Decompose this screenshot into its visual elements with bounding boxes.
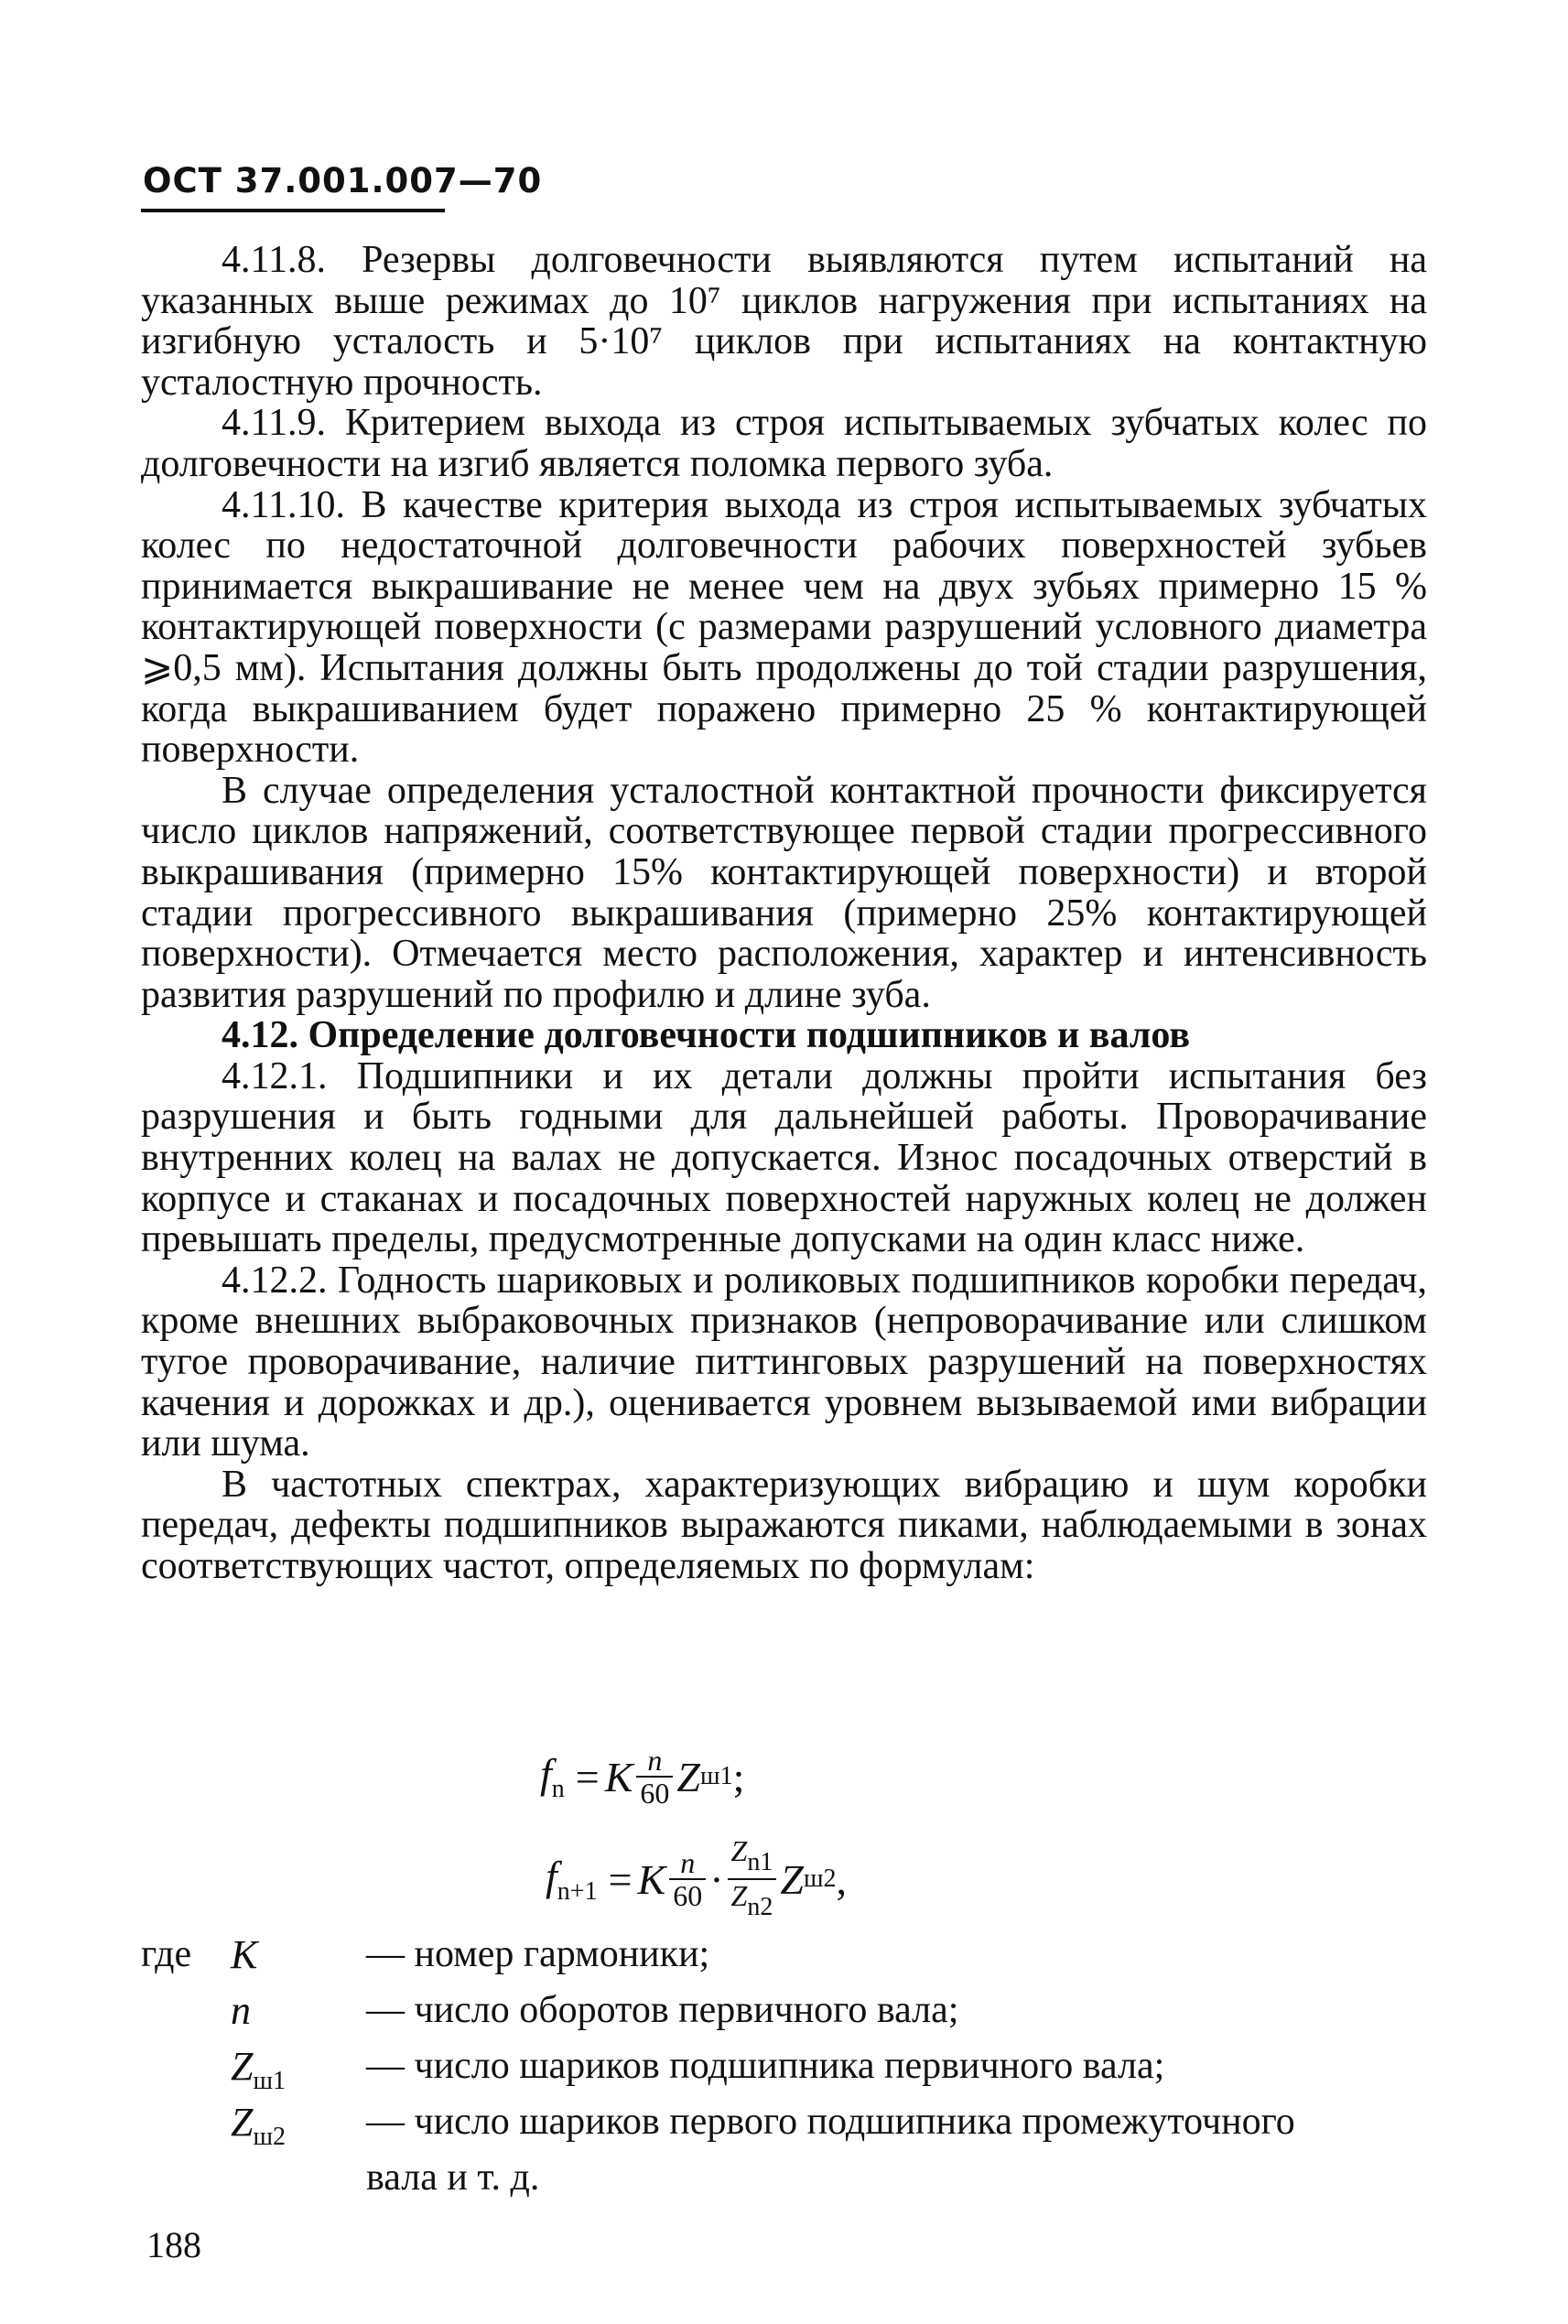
fraction-numerator: Z (730, 1834, 748, 1867)
equals-sign: = (608, 1855, 633, 1903)
legend-symbol-subscript: ш1 (253, 2067, 287, 2095)
fraction-numerator: n (680, 1846, 696, 1879)
paragraph-4-12-2: 4.12.2. Годность шариковых и роликовых подшипников коробки передач, кроме внешних выбраковочных признаков (непроворачивание или слишком тугое проворачивание, наличие питтинговых разрушений на поверхностях качения и дорожках и др.), оценивается уровнем вызываемой ими вибрации или шума. (141, 1259, 1427, 1465)
formula-symbol: f (546, 1853, 557, 1899)
paragraph-frequency-spectra: В частотных спектрах, характеризующих вибрацию и шум коробки передач, дефекты подшипников выражаются пиками, наблюдаемыми в зонах соответствующих частот, определяемых по формулам: (141, 1463, 1427, 1587)
legend-symbol: K (231, 1932, 258, 1977)
legend-symbol: n (231, 1988, 251, 2033)
paragraph-contact-strength: В случае определения усталостной контактной прочности фиксируется число циклов напряжений, соответствующее первой стадии прогрессивного выкрашивания (примерно 15% контактирующей поверхности) и второй стадии прогрессивного выкрашивания (примерно 25% контактирующей поверхности). Отмечается место расположения, характер и интенсивность развития разрушений по профилю и длине зуба. (141, 769, 1427, 1016)
fraction (636, 1745, 673, 1809)
legend-description: — номер гармоники; (366, 1933, 710, 1975)
formula-subscript: n1 (747, 1848, 773, 1876)
legend-symbol: Z (231, 2044, 254, 2089)
paragraph-4-11-10: 4.11.10. В качестве критерия выхода из строя испытываемых зубчатых колес по недостаточной долговечности рабочих поверхностей зубьев принимается выкрашивание не менее чем на двух зубьях примерно 15 % контактирующей поверхности (с размерами разрушений условного диаметра ⩾0,5 мм). Испытания должны быть продолжены до той стадии разрушения, когда выкрашиванием будет поражено примерно 25 % контактирующей поверхности. (141, 483, 1427, 772)
formula-subscript: n2 (747, 1893, 773, 1921)
formula-subscript: n (551, 1775, 565, 1803)
legend-symbol: Z (231, 2100, 254, 2145)
formula-subscript: ш1 (700, 1762, 733, 1790)
document-code: ОСТ 37.001.007—70 (143, 161, 543, 200)
legend-row (141, 2102, 1427, 2157)
formula-symbol: K (637, 1855, 666, 1903)
legend-description: — число шариков первого подшипника промежуточного (366, 2101, 1295, 2143)
legend-row (141, 2046, 1427, 2102)
page-number: 188 (146, 2224, 201, 2265)
legend-continuation: вала и т. д. (366, 2156, 540, 2199)
formula-subscript: n+1 (557, 1877, 598, 1906)
header-rule (141, 209, 445, 212)
multiplication-dot: · (709, 1855, 724, 1903)
fraction-denominator: Z (730, 1879, 748, 1912)
formula-punctuation: , (836, 1855, 847, 1903)
paragraph-4-11-9: 4.11.9. Критерием выхода из строя испытываемых зубчатых колес по долговечности на изгиб является поломка первого зуба. (141, 402, 1427, 485)
paragraph-4-11-8: 4.11.8. Резервы долговечности выявляются путем испытаний на указанных выше режимах до 10⁷ циклов нагружения при испытаниях на изгибную усталость и 5·10⁷ циклов при испытаниях на контактную усталостную прочность. (141, 239, 1427, 404)
fraction (728, 1835, 777, 1923)
symbol-legend (141, 1934, 1427, 2199)
formula-punctuation: ; (732, 1753, 745, 1800)
legend-row (141, 1934, 1427, 1990)
formula-symbol: f (540, 1750, 552, 1797)
legend-description: — число оборотов первичного вала; (366, 1989, 959, 2031)
fraction-denominator: 60 (636, 1776, 673, 1809)
fraction (669, 1847, 706, 1911)
equals-sign: = (575, 1753, 600, 1800)
formula-symbol: Z (780, 1855, 804, 1903)
formula-block (540, 1725, 1181, 1930)
formula-symbol: K (604, 1753, 633, 1800)
formula-fn-plus-1 (540, 1828, 1181, 1930)
paragraph-4-12-1: 4.12.1. Подшипники и их детали должны пройти испытания без разрушения и быть годными для дальнейшей работы. Проворачивание внутренних колец на валах не допускается. Износ посадочных отверстий в корпусе и стаканах и посадочных поверхностей наружных колец не должен превышать пределы, предусмотренные допусками на один класс ниже. (141, 1054, 1427, 1261)
formula-subscript: ш2 (803, 1865, 837, 1893)
legend-symbol-subscript: ш2 (253, 2123, 287, 2151)
section-heading-4-12: 4.12. Определение долговечности подшипников и валов (222, 1014, 1191, 1057)
formula-symbol: Z (676, 1753, 701, 1800)
legend-row (141, 1990, 1427, 2046)
fraction-numerator: n (647, 1744, 663, 1777)
document-body (141, 240, 1427, 1587)
legend-description: — число шариков подшипника первичного вала; (366, 2045, 1165, 2087)
where-word: где (141, 1933, 192, 1975)
fraction-denominator: 60 (669, 1878, 706, 1911)
formula-fn (540, 1725, 1181, 1828)
